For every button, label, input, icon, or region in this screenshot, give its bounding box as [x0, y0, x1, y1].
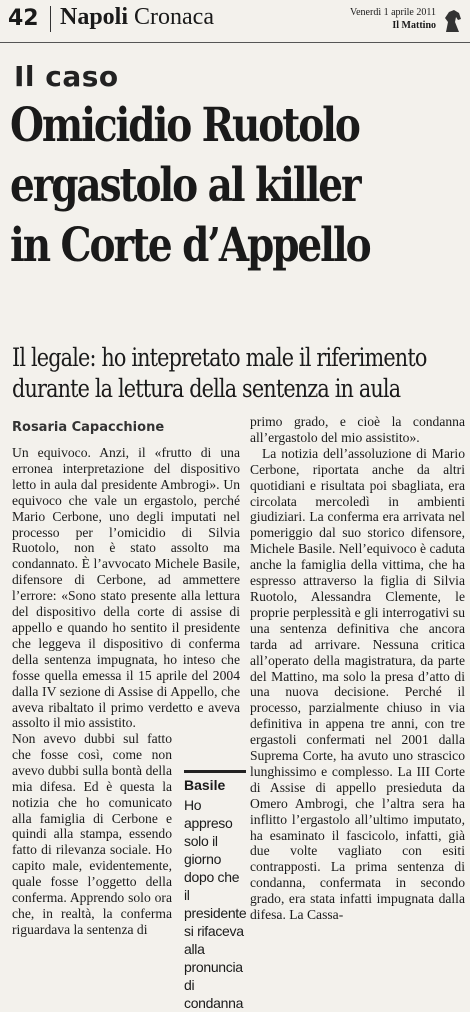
- headline-line: Omicidio Ruotolo: [10, 98, 359, 153]
- article-paragraph: Un equivoco. Anzi, il «frutto di una erronea interpretazione del dispositivo letto in aula dal presidente Ambrogi». Un equivoco che vale un ergastolo, perché Mario Cerbone, uno degli imputati nel processo per l’omicidio di Silvia Ruotolo, non è stato assolto ma condannato. È l’avvocato Michele Basile, difensore di Cerbone, ad ammettere l’errore: «Sono stato presente alla lettura del dispositivo della corte di assise di appello e quando ho sentito il presidente che leggeva il dispositivo di conferma della sentenza impugnata, ho inteso che fosse quella emessa il 15 aprile del 2004 dalla IV sezione di Assise di Appello, che aveva ribaltato il primo verdetto e aveva assolto il mio assistito.: [12, 445, 240, 731]
- byline: Rosaria Capacchione: [12, 420, 165, 435]
- article-column-1: [12, 445, 240, 731]
- paper-name: Il Mattino: [392, 20, 436, 31]
- section-title-bold: Napoli: [60, 4, 129, 30]
- headline-line: in Corte d’Appello: [10, 218, 370, 273]
- quote-box-text: Ho appreso solo il giorno dopo che il presidente si rifaceva alla pronuncia di condanna: [184, 797, 247, 1011]
- headline: [10, 96, 465, 276]
- article-paragraph: primo grado, e cioè la condanna all’ergastolo del mio assistito».: [250, 414, 465, 445]
- page-header: [0, 0, 470, 43]
- article-kicker: Il caso: [14, 60, 119, 93]
- article-paragraph: La notizia dell’assoluzione di Mario Cerbone, riportata anche da altri quotidiani e risultata poi sbagliata, era circolata mercoledì in ambienti giudiziari. La conferma era arrivata nel pomeriggio dal suo storico difensore, Michele Basile. Nell’equivoco è caduta anche la famiglia della vittima, che ha espresso attraverso la figlia di Silvia Ruotolo, Alessandra Clemente, le proprie perplessità e gli interrogativi su una sentenza definitiva che ancora tarda ad arrivare. Nessuna critica all’operato della magistratura, da parte del Mattino, ma solo la presa d’atto di una nuova decisione. Perché il processo, parzialmente chiuso in via definitiva in appena tre anni, con tre ergastoli confermati nel 2001 dalla Suprema Corte, ha avuto uno strascico lunghissimo e complesso. La III Corte di Assise di appello presieduta da Omero Ambrogi, che l’altra sera ha inflitto l’ergastolo all’ultimo imputato, ha esaminato il fascicolo, infatti, già due volte vagliato con esiti contrapposti. La prima sentenza di condanna, confermata in secondo grado, era stata infatti impugnata dalla difesa. La Cassa-: [250, 445, 465, 923]
- article-paragraph: Non avevo dubbi sul fatto che fosse così, come non avevo dubbi sulla bontà della mia difesa. Ed è questa la notizia che ho comunicato alla famiglia di Cerbone e quindi alla stampa, essendo fatto di rilevanza sociale. Ho capito male, evidentemente, quale fosse l’oggetto della conferma. Apprendo solo ora che, in realtà, la conferma riguardava la sentenza di: [12, 731, 172, 937]
- quote-box-title: Basile: [184, 777, 226, 793]
- subheadline-line: Il legale: ho intepretato male il riferimento: [12, 343, 427, 372]
- section-title: [60, 4, 214, 31]
- issue-date: Venerdì 1 aprile 2011: [350, 7, 436, 18]
- article-column-2: [250, 414, 465, 923]
- page-number: 42: [8, 6, 39, 31]
- headline-line: ergastolo al killer: [10, 158, 360, 213]
- quote-box: [184, 770, 246, 1012]
- issue-info: [350, 6, 436, 32]
- subheadline: [12, 342, 465, 404]
- section-title-rest: Cronaca: [134, 4, 214, 30]
- article-column-1-lower: [12, 731, 172, 938]
- horse-logo-icon: [442, 8, 464, 34]
- header-divider: [50, 6, 51, 32]
- subheadline-line: durante la lettura della sentenza in aula: [12, 374, 401, 403]
